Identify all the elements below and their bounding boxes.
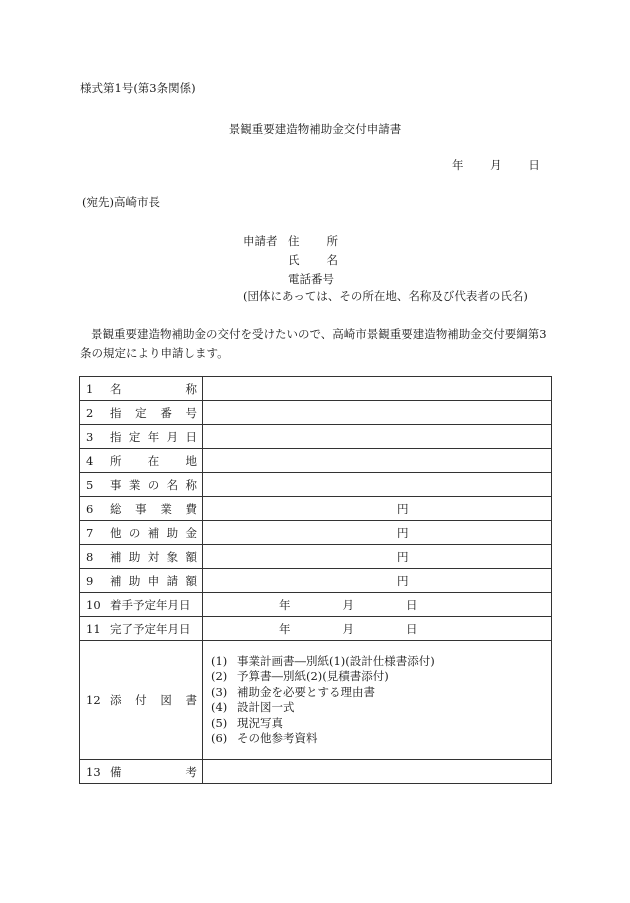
row-label-char: 所 xyxy=(110,453,122,468)
row-number: 10 xyxy=(86,597,101,612)
row-label-char: 番 xyxy=(160,405,172,420)
row-label-char: 助 xyxy=(128,549,141,564)
row-label-cell xyxy=(80,569,203,593)
date-month-label: 月 xyxy=(490,158,502,172)
row-value-cell[interactable] xyxy=(203,593,552,617)
row-label-cell xyxy=(80,473,203,497)
row-label xyxy=(110,525,202,541)
yen-unit: 円 xyxy=(397,501,409,516)
row-label-cell xyxy=(80,641,203,760)
row-label-cell xyxy=(80,401,203,425)
row-value-cell[interactable] xyxy=(203,449,552,473)
document-title: 景観重要建造物補助金交付申請書 xyxy=(228,122,402,136)
row-label xyxy=(110,549,202,565)
attachment-marker: (1) xyxy=(211,653,228,668)
row-label-char: 補 xyxy=(110,549,122,564)
row-label xyxy=(110,501,202,517)
table-row xyxy=(80,617,552,641)
row-number: 13 xyxy=(86,764,101,779)
row-label-char: 象 xyxy=(166,549,179,564)
attachment-marker: (4) xyxy=(211,700,228,714)
row-label-cell xyxy=(80,497,203,521)
date-year-label: 年 xyxy=(452,158,464,172)
row-value-cell[interactable] xyxy=(203,569,552,593)
row-value-cell[interactable] xyxy=(203,545,552,569)
table-row xyxy=(80,521,552,545)
form-number: 様式第1号(第3条関係) xyxy=(80,81,196,95)
row-label-char: 号 xyxy=(185,405,197,420)
table-row xyxy=(80,545,552,569)
address-label-part: 所 xyxy=(326,234,338,248)
yen-unit: 円 xyxy=(397,549,409,564)
row-label-char: 名 xyxy=(166,477,179,492)
row-label-char: 申 xyxy=(147,573,160,588)
date-unit: 月 xyxy=(342,597,354,612)
applicant-name-row xyxy=(243,251,338,270)
row-label-char: 他 xyxy=(110,525,122,540)
date-unit: 年 xyxy=(279,621,291,636)
row-label-cell xyxy=(80,521,203,545)
yen-unit: 円 xyxy=(397,525,409,540)
attachment-text: 事業計画書―別紙(1)(設計仕様書添付) xyxy=(237,653,435,668)
table-row xyxy=(80,377,552,401)
row-label-char: 日 xyxy=(185,429,197,444)
attachment-item xyxy=(211,654,551,670)
row-label xyxy=(110,453,202,469)
attachment-marker: (5) xyxy=(211,715,228,730)
row-label-char: 月 xyxy=(166,429,179,444)
date-unit: 日 xyxy=(406,597,418,612)
row-label-text: 完了予定年月日 xyxy=(110,621,191,636)
row-label-char: 称 xyxy=(185,477,197,492)
row-number: 2 xyxy=(86,405,94,420)
row-label-cell xyxy=(80,425,203,449)
row-label-char: 指 xyxy=(110,405,122,420)
table-row xyxy=(80,497,552,521)
table-row xyxy=(80,425,552,449)
row-label-text: 着手予定年月日 xyxy=(110,597,191,612)
attachment-text: 予算書―別紙(2)(見積書添付) xyxy=(237,669,389,683)
attachment-item xyxy=(211,700,551,716)
row-number: 5 xyxy=(86,477,94,492)
row-label-char: の xyxy=(128,525,141,540)
table-row xyxy=(80,593,552,617)
address-label xyxy=(288,232,338,251)
application-table xyxy=(79,376,552,784)
row-label-cell xyxy=(80,593,203,617)
row-label-char: 年 xyxy=(147,429,160,444)
attachment-item xyxy=(211,685,551,701)
row-label-char: 業 xyxy=(128,477,141,492)
table-row xyxy=(80,569,552,593)
row-label-cell xyxy=(80,449,203,473)
row-label-char: 図 xyxy=(160,693,172,707)
addressee: (宛先)高崎市長 xyxy=(82,195,160,209)
row-label-char: 定 xyxy=(135,405,147,420)
row-label-char: 補 xyxy=(110,573,122,588)
row-label xyxy=(110,692,202,708)
row-value-cell[interactable] xyxy=(203,617,552,641)
row-number: 6 xyxy=(86,501,94,516)
row-label-char: 業 xyxy=(160,501,172,516)
table-row xyxy=(80,760,552,784)
attachment-marker: (6) xyxy=(211,731,228,745)
row-label-char: 在 xyxy=(147,453,160,468)
row-value-cell[interactable] xyxy=(203,401,552,425)
row-label xyxy=(110,621,202,637)
row-value-cell[interactable] xyxy=(203,497,552,521)
row-label-cell xyxy=(80,617,203,641)
row-label-char: 総 xyxy=(110,501,122,516)
row-number: 9 xyxy=(86,573,94,588)
row-value-cell[interactable] xyxy=(203,641,552,760)
row-label-char: 費 xyxy=(185,501,197,516)
row-label xyxy=(110,477,202,493)
address-label-part: 住 xyxy=(288,234,300,248)
row-label-char: 補 xyxy=(147,525,160,540)
applicant-phone-row xyxy=(243,270,338,289)
row-label-char: 指 xyxy=(110,429,122,444)
row-value-cell[interactable] xyxy=(203,473,552,497)
name-label xyxy=(288,251,338,270)
date-unit: 年 xyxy=(279,597,291,612)
attachment-item xyxy=(211,731,551,747)
row-label-cell xyxy=(80,760,203,784)
row-label-char: 事 xyxy=(110,477,122,492)
row-number: 4 xyxy=(86,453,94,468)
date-unit: 日 xyxy=(406,621,418,636)
row-label-char: 額 xyxy=(185,549,197,564)
attachment-item xyxy=(211,716,551,732)
date-units xyxy=(203,621,551,637)
attachments-list xyxy=(203,652,551,749)
phone-label: 電話番号 xyxy=(288,272,334,286)
attachment-text: 補助金を必要とする理由書 xyxy=(237,684,375,699)
row-label xyxy=(110,573,202,589)
attachment-text: 設計図一式 xyxy=(237,700,295,714)
row-label xyxy=(110,381,202,397)
table-row xyxy=(80,473,552,497)
row-number: 8 xyxy=(86,549,94,564)
applicant-address-row xyxy=(243,232,338,251)
row-label-char: 額 xyxy=(185,573,197,588)
row-label-char: 地 xyxy=(185,453,197,468)
attachment-marker: (3) xyxy=(211,684,228,699)
name-label-part: 氏 xyxy=(288,253,300,267)
row-number: 12 xyxy=(86,693,101,707)
applicant-block xyxy=(243,232,338,289)
row-label-char: 添 xyxy=(110,693,122,707)
row-label-char: 付 xyxy=(135,693,147,707)
applicant-lead: 申請者 xyxy=(243,234,278,248)
row-label-char: 書 xyxy=(185,693,197,707)
row-label-char: の xyxy=(147,477,160,492)
row-number: 7 xyxy=(86,525,94,540)
row-label-char: 請 xyxy=(166,573,179,588)
attachment-text: 現況写真 xyxy=(237,715,283,730)
row-label-char: 名 xyxy=(110,381,122,396)
applicant-note: (団体にあっては、その所在地、名称及び代表者の氏名) xyxy=(243,289,528,303)
row-label-char: 定 xyxy=(128,429,141,444)
attachment-text: その他参考資料 xyxy=(237,731,318,745)
table-row xyxy=(80,449,552,473)
row-value-cell[interactable] xyxy=(203,760,552,784)
row-label xyxy=(110,429,202,445)
row-label-char: 称 xyxy=(185,381,197,396)
table-row xyxy=(80,641,552,760)
row-label-cell xyxy=(80,545,203,569)
row-value-cell[interactable] xyxy=(203,521,552,545)
row-label-char: 考 xyxy=(185,764,197,779)
row-label-char: 対 xyxy=(147,549,160,564)
date-unit: 月 xyxy=(342,621,354,636)
row-number: 11 xyxy=(86,621,101,636)
row-label-char: 助 xyxy=(128,573,141,588)
row-label-char: 事 xyxy=(135,501,147,516)
row-number: 1 xyxy=(86,381,94,396)
yen-unit: 円 xyxy=(397,573,409,588)
name-label-part: 名 xyxy=(326,253,338,267)
row-label-char: 備 xyxy=(110,764,122,779)
table-row xyxy=(80,401,552,425)
row-label xyxy=(110,597,202,613)
intro-paragraph: 景観重要建造物補助金の交付を受けたいので、高崎市景観重要建造物補助金交付要綱第3条の規定により申請します。 xyxy=(80,327,547,360)
row-label-char: 金 xyxy=(185,525,197,540)
row-number: 3 xyxy=(86,429,94,444)
row-value-cell[interactable] xyxy=(203,425,552,449)
row-label-cell xyxy=(80,377,203,401)
attachment-marker: (2) xyxy=(211,669,228,683)
row-label xyxy=(110,405,202,421)
attachment-item xyxy=(211,669,551,685)
row-label-char: 助 xyxy=(166,525,179,540)
row-label xyxy=(110,764,202,780)
date-day-label: 日 xyxy=(528,158,540,172)
row-value-cell[interactable] xyxy=(203,377,552,401)
date-line xyxy=(452,157,540,173)
date-units xyxy=(203,597,551,613)
